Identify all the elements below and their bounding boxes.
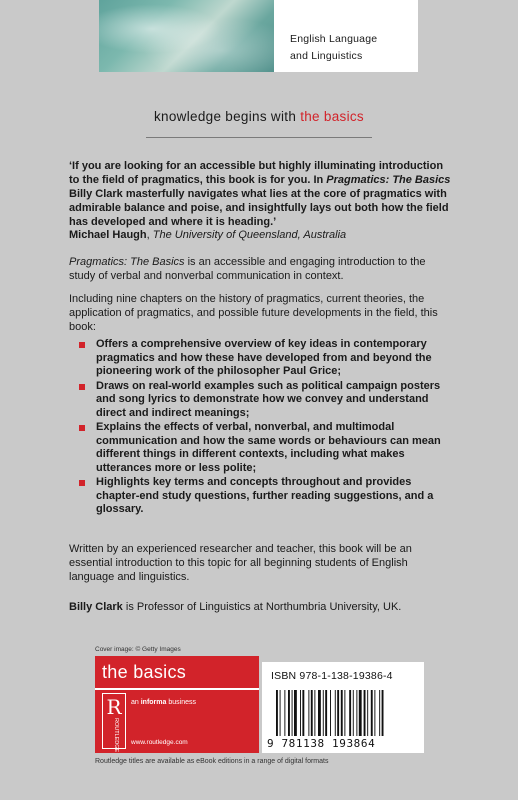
bullet-square-icon — [79, 384, 85, 390]
informa-tagline — [131, 699, 196, 706]
routledge-wordmark: ROUTLEDGE — [113, 718, 119, 753]
bullet-square-icon — [79, 480, 85, 486]
tagline-lead: knowledge begins with — [154, 109, 301, 124]
author-name: Billy Clark — [69, 601, 123, 613]
routledge-logo-icon — [102, 693, 126, 753]
barcode-icon — [276, 690, 416, 736]
informa-lead: an — [131, 699, 141, 706]
list-item-text: Highlights key terms and concepts throughout and provides chapter-end study questions, further reading suggestions, and a glossary. — [96, 476, 434, 515]
endorser-affiliation: The University of Queensland, Australia — [152, 229, 347, 241]
informa-tail: business — [166, 699, 196, 706]
closing-paragraph: Written by an experienced researcher and teacher, this book will be an essential introduction to this topic for all beginning students of English language and linguistics. — [69, 543, 412, 583]
list-item — [79, 338, 453, 379]
cover-image — [99, 0, 274, 72]
author-bio — [69, 600, 453, 614]
list-item-text: Explains the effects of verbal, nonverbal, and multimodal communication and how the same words or behaviours can mean different things in different contexts, including what makes utterances more or less polite; — [96, 421, 441, 474]
list-item-text: Offers a comprehensive overview of key ideas in contemporary pragmatics and how these have developed from and beyond the pioneering work of the philosopher Paul Grice; — [96, 338, 432, 377]
ebook-note: Routledge titles are available as eBook editions in a range of digital formats — [95, 758, 329, 765]
endorsement-quote — [69, 159, 453, 229]
book-description — [69, 255, 453, 283]
quote-part2: Billy Clark masterfully navigates what lies at the core of pragmatics with admirable balance and poise, and insightfully lays out both how the field has developed and where it is heading.’ — [69, 188, 449, 228]
list-item — [79, 476, 453, 517]
description-book-title: Pragmatics: The Basics — [69, 256, 185, 268]
publisher-website: www.routledge.com — [131, 739, 188, 746]
barcode-digits: 9 781138 193864 — [267, 737, 376, 750]
routledge-r-glyph: R — [106, 695, 122, 719]
author-bio-text: is Professor of Linguistics at Northumbria University, UK. — [122, 601, 402, 613]
endorsement-attribution — [69, 228, 453, 242]
cover-credit: Cover image: © Getty Images — [95, 646, 181, 653]
informa-bold: informa — [140, 699, 167, 706]
series-logo-divider — [95, 688, 259, 690]
list-item — [79, 380, 453, 421]
list-item-text: Draws on real-world examples such as political campaign posters and song lyrics to demonstrate how we convey and understand direct and indirect meanings; — [96, 379, 441, 419]
quote-part1: ‘If you are looking for an accessible but highly illuminating introduction to the field of pragmatics, this book is for you. In — [69, 160, 444, 186]
quote-book-title: Pragmatics: The Basics — [326, 174, 451, 186]
feature-list — [79, 338, 453, 518]
isbn-label: ISBN 978-1-138-19386-4 — [271, 670, 393, 682]
series-label-line1: English Language — [290, 33, 378, 45]
series-logo-title: the basics — [102, 662, 187, 682]
intro-paragraph: Including nine chapters on the history of pragmatics, current theories, the application of pragmatics, and possible future developments in the field, this book: — [69, 293, 438, 333]
series-label — [290, 31, 410, 65]
description-text: is an accessible and engaging introduction to the study of verbal and nonverbal communication in context. — [69, 256, 426, 282]
attribution-separator: , — [146, 229, 153, 241]
bullet-square-icon — [79, 425, 85, 431]
tagline-accent: the basics — [300, 109, 364, 124]
divider-rule — [146, 137, 372, 138]
bullet-square-icon — [79, 342, 85, 348]
endorser-name: Michael Haugh — [69, 229, 147, 241]
list-item — [79, 421, 453, 475]
tagline — [0, 109, 518, 124]
series-label-line2: and Linguistics — [290, 50, 363, 62]
